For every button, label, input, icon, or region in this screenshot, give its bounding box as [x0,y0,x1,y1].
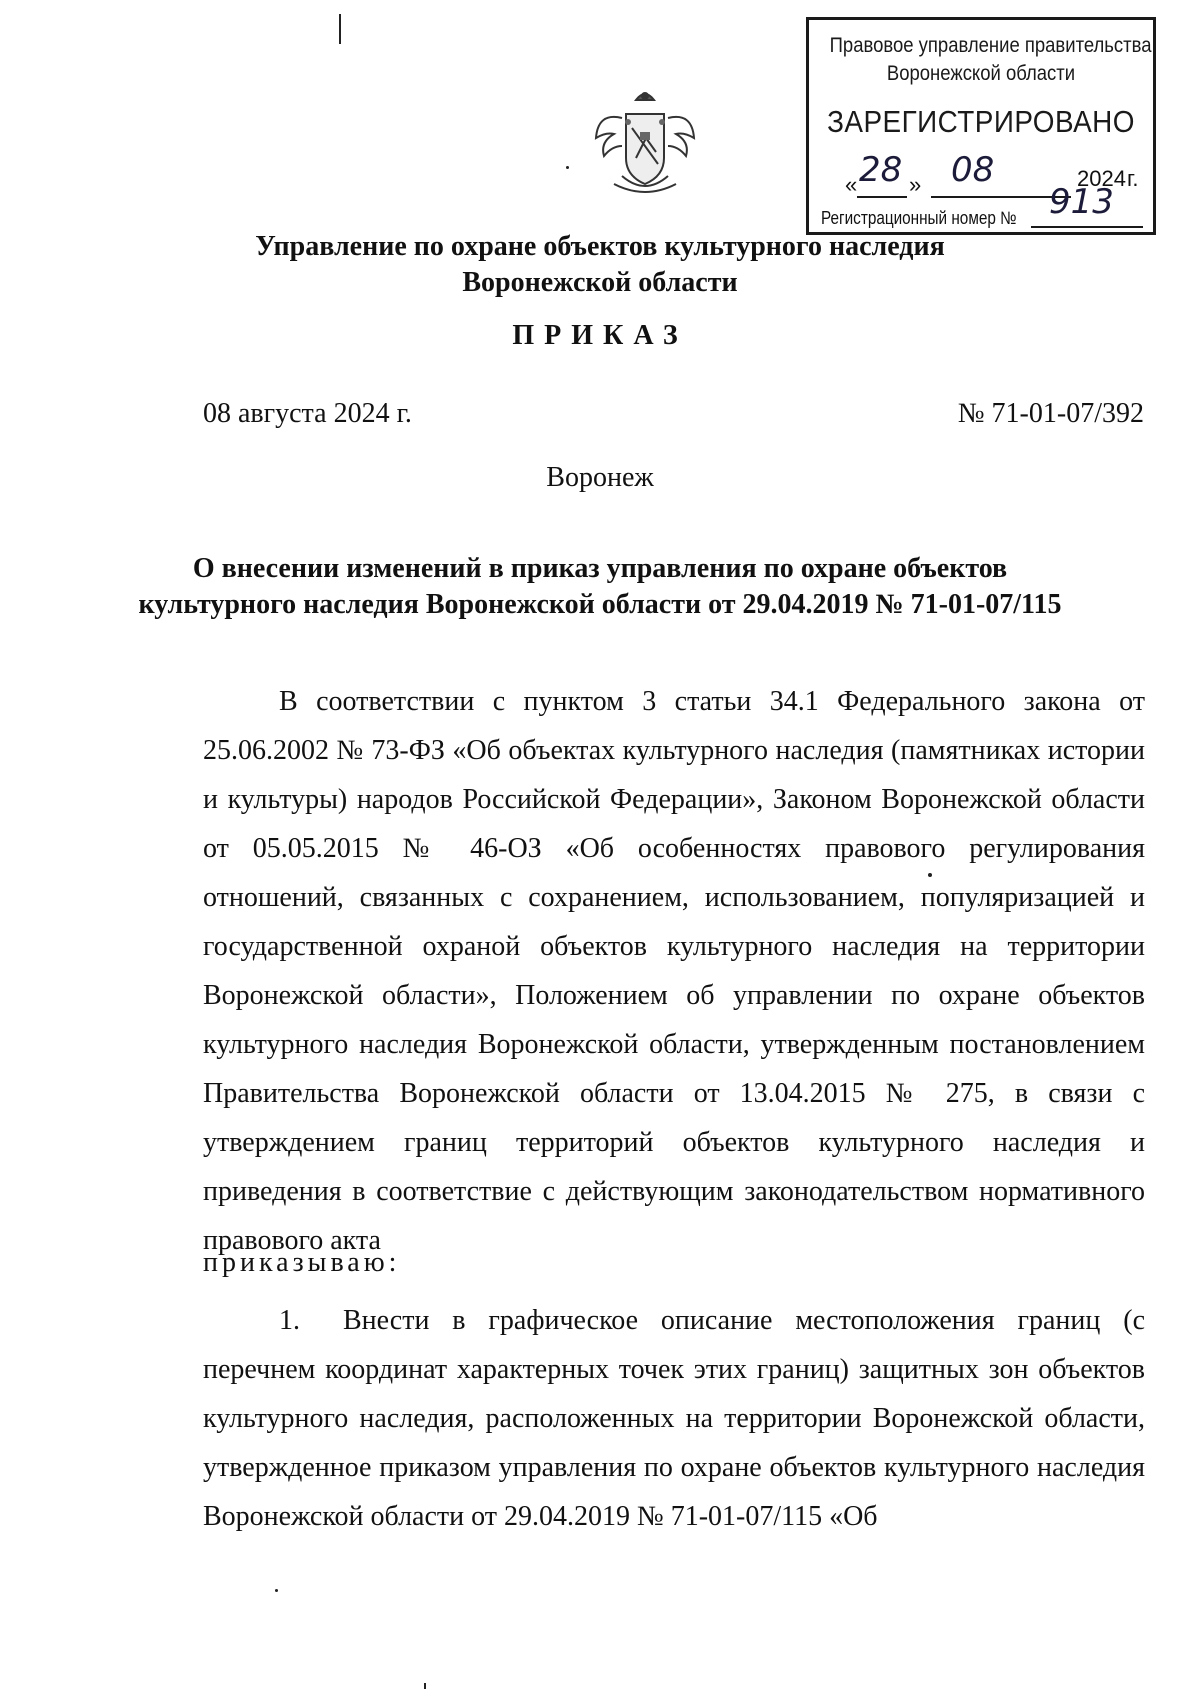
scan-artifact [275,1589,278,1592]
order-number: № 71-01-07/392 [957,398,1144,429]
order-title [0,551,1200,623]
stamp-quote-open: « [845,172,858,197]
stamp-org-line1: Правовое управление правительства [829,34,1152,57]
document-type: ПРИКАЗ [512,320,688,351]
organization-name [0,229,1200,301]
coat-of-arms-emblem [592,88,698,198]
stamp-quote-close: » [909,172,922,197]
organization-name-line2: Воронежской области [462,267,738,298]
stamp-year: 2024 [1077,166,1126,191]
registration-stamp [806,17,1156,235]
order-city: Воронеж [546,462,654,493]
stamp-year-suffix: г. [1127,166,1139,191]
preamble-text: В соответствии с пунктом 3 статьи 34.1 Федерального закона от 25.06.2002 № 73-ФЗ «Об объектах культурного наследия (памятниках истории и культуры) народов Российской Федерации», Законом Воронежской области от 05.05.2015 № 46-ОЗ «Об особенностях правового регулирования отношений, связанных с сохранением, использованием, популяризацией и государственной охраной объектов культурного наследия на территории Воронежской области», Положением об управлении по охране объектов культурного наследия Воронежской области, утвержденным постановлением Правительства Воронежской области от 13.04.2015 № 275, в связи с утверждением границ территорий объектов культурного наследия и приведения в соответствие с действующим законодательством нормативного правового акта [203,686,1145,1256]
scan-artifact [339,14,341,44]
scan-artifact [566,166,569,169]
order-item-1-number: 1. [279,1305,300,1336]
order-item-1-text: Внести в графическое описание местоположения границ (с перечнем координат характерных точек этих границ) защитных зон объектов культурного наследия, расположенных на территории Воронежской области, утвержденное приказом управления по охране объектов культурного наследия Воронежской области от 29.04.2019 № 71-01-07/115 «Об [203,1305,1145,1532]
stamp-org-line2: Воронежской области [886,62,1076,85]
decree-word: приказываю: [203,1247,401,1278]
order-title-line2: культурного наследия Воронежской области от 29.04.2019 № 71-01-07/115 [138,589,1062,620]
order-item-1-paragraph [203,1296,1145,1541]
stamp-reg-number: 913 [1049,182,1114,222]
stamp-registered-label: ЗАРЕГИСТРИРОВАНО [827,104,1135,139]
preamble-paragraph [203,677,1145,1265]
stamp-month: 08 [951,150,995,190]
order-item-1 [203,1296,1145,1541]
organization-name-line1: Управление по охране объектов культурного наследия [255,231,945,262]
stamp-organization [829,32,1152,88]
stamp-reg-number-label: Регистрационный номер № [821,208,1017,228]
order-date: 08 августа 2024 г. [203,398,412,429]
scan-artifact [424,1683,426,1689]
stamp-day: 28 [859,150,903,190]
order-title-line1: О внесении изменений в приказ управления по охране объектов [192,553,1008,584]
